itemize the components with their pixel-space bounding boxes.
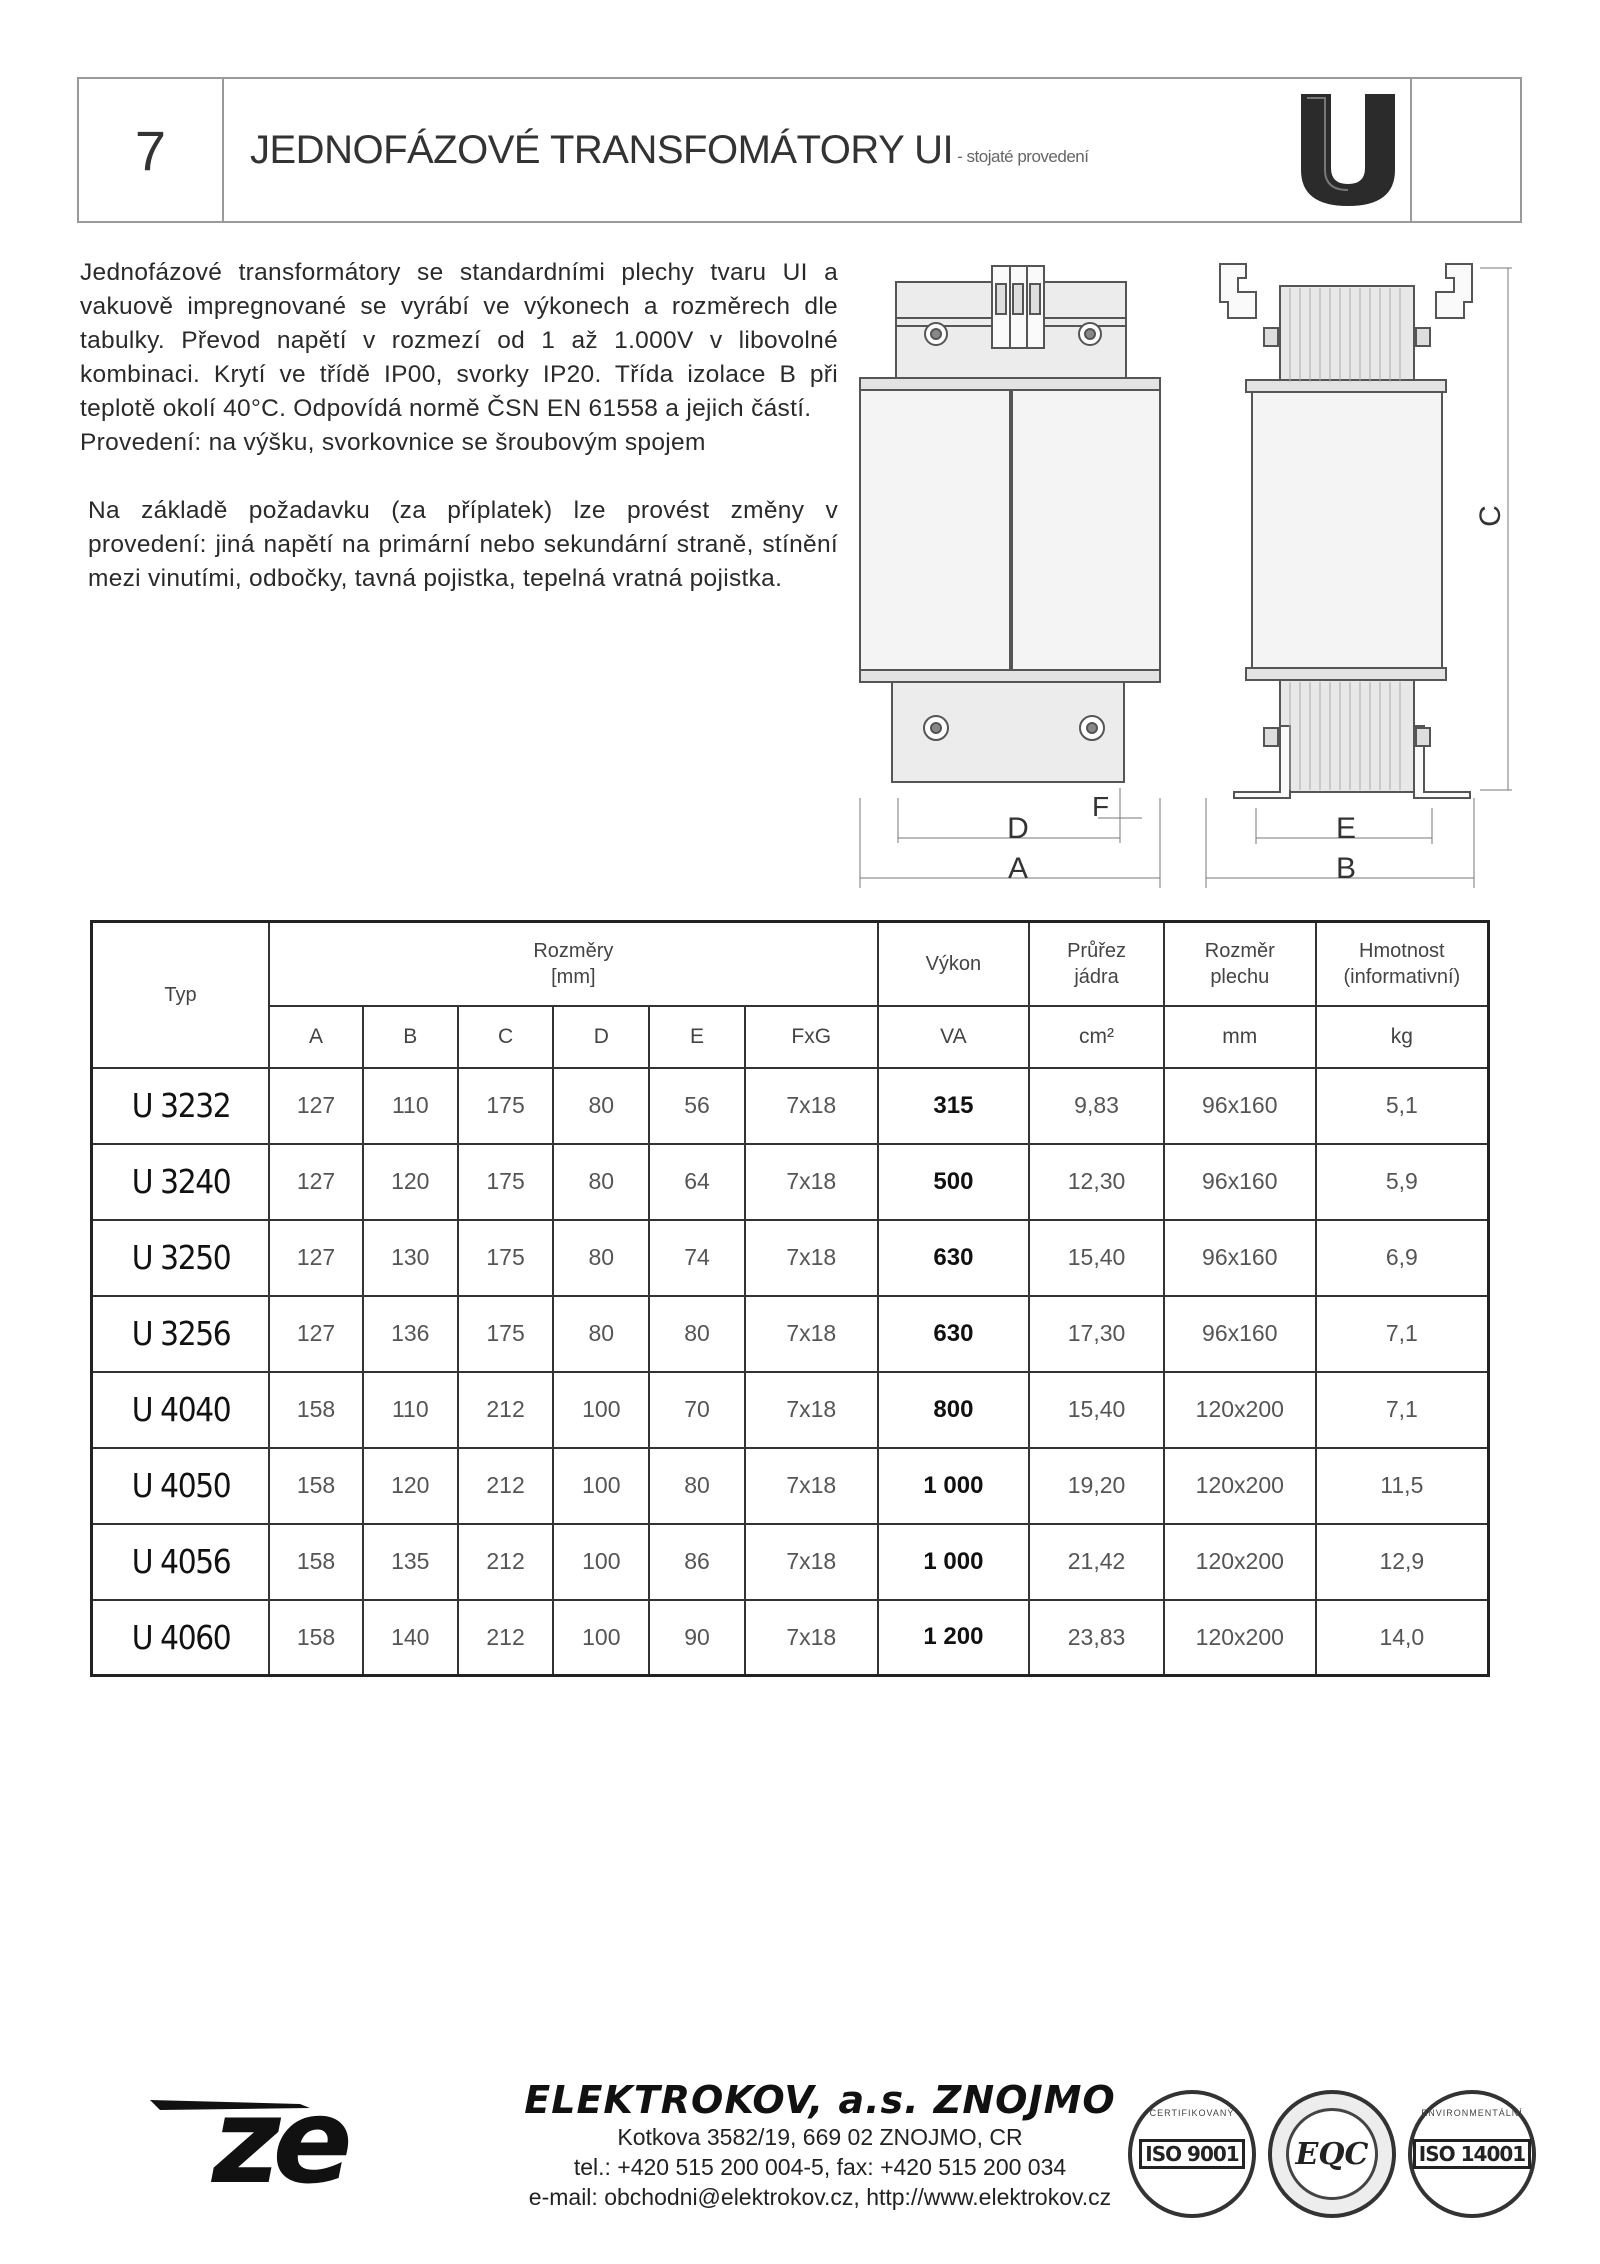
cell-prurez: 15,40 xyxy=(1029,1372,1164,1448)
cell-a: 127 xyxy=(269,1296,363,1372)
cell-fxg: 7x18 xyxy=(745,1524,878,1600)
company-name: ELEKTROKOV, a.s. ZNOJMO xyxy=(524,2078,1116,2122)
cell-kg: 5,1 xyxy=(1316,1068,1489,1144)
cell-b: 110 xyxy=(363,1068,458,1144)
badge3-ring-text: ENVIRONMENTÁLNÍ xyxy=(1421,2108,1523,2118)
cell-fxg: 7x18 xyxy=(745,1220,878,1296)
cell-va: 630 xyxy=(878,1296,1030,1372)
cell-d: 100 xyxy=(553,1524,649,1600)
cell-type: U 4056 xyxy=(100,1524,260,1600)
unit-c: C xyxy=(458,1006,554,1068)
spec-table xyxy=(90,920,1490,1677)
cell-va: 630 xyxy=(878,1220,1030,1296)
unit-mm: mm xyxy=(1164,1006,1316,1068)
cell-a: 158 xyxy=(269,1524,363,1600)
cell-c: 212 xyxy=(458,1448,554,1524)
table-unit-row xyxy=(92,1006,1489,1068)
table-row xyxy=(92,1600,1489,1676)
dim-label-d: D xyxy=(1007,812,1029,845)
cell-fxg: 7x18 xyxy=(745,1372,878,1448)
col-header-typ: Typ xyxy=(92,922,270,1068)
cell-fxg: 7x18 xyxy=(745,1144,878,1220)
cell-e: 90 xyxy=(649,1600,745,1676)
cell-fxg: 7x18 xyxy=(745,1068,878,1144)
cell-c: 175 xyxy=(458,1296,554,1372)
cell-va: 1 000 xyxy=(878,1524,1030,1600)
unit-b: B xyxy=(363,1006,458,1068)
table-row xyxy=(92,1372,1489,1448)
section-number: 7 xyxy=(79,79,224,221)
dim-label-e: E xyxy=(1335,812,1357,845)
cell-plech: 120x200 xyxy=(1164,1448,1316,1524)
cell-prurez: 17,30 xyxy=(1029,1296,1164,1372)
cell-prurez: 21,42 xyxy=(1029,1524,1164,1600)
cell-a: 127 xyxy=(269,1144,363,1220)
cell-e: 70 xyxy=(649,1372,745,1448)
cell-type: U 3240 xyxy=(100,1144,260,1220)
cell-d: 100 xyxy=(553,1600,649,1676)
hmotnost-label-2: (informativní) xyxy=(1343,965,1461,988)
unit-fxg: FxG xyxy=(745,1006,878,1068)
cell-b: 135 xyxy=(363,1524,458,1600)
cell-plech: 96x160 xyxy=(1164,1068,1316,1144)
cell-c: 175 xyxy=(458,1220,554,1296)
table-row xyxy=(92,1524,1489,1600)
col-header-rozmery xyxy=(269,922,877,1006)
prurez-label-2: jádra xyxy=(1074,965,1119,988)
badge1-ring-text: CERTIFIKOVANÝ xyxy=(1149,2108,1235,2118)
cell-d: 80 xyxy=(553,1144,649,1220)
cell-e: 64 xyxy=(649,1144,745,1220)
table-row xyxy=(92,1296,1489,1372)
dim-label-b: B xyxy=(1335,852,1357,885)
cell-a: 158 xyxy=(269,1372,363,1448)
certification-badges xyxy=(1128,2090,1536,2218)
cell-type: U 3250 xyxy=(100,1220,260,1296)
cell-e: 80 xyxy=(649,1296,745,1372)
cell-c: 175 xyxy=(458,1068,554,1144)
cell-e: 74 xyxy=(649,1220,745,1296)
cell-plech: 120x200 xyxy=(1164,1372,1316,1448)
cell-c: 212 xyxy=(458,1372,554,1448)
col-header-hmotnost xyxy=(1316,922,1489,1006)
header-end-cell xyxy=(1410,79,1520,221)
cell-plech: 96x160 xyxy=(1164,1144,1316,1220)
cell-kg: 7,1 xyxy=(1316,1372,1489,1448)
iso-9001-label: ISO 9001 xyxy=(1139,2139,1244,2169)
cell-prurez: 12,30 xyxy=(1029,1144,1164,1220)
rozmer-label-2: plechu xyxy=(1210,965,1270,988)
company-phone: tel.: +420 515 200 004-5, fax: +420 515 200 034 xyxy=(573,2154,1067,2180)
u-shape-icon xyxy=(1293,90,1403,210)
cell-b: 110 xyxy=(363,1372,458,1448)
cell-va: 315 xyxy=(878,1068,1030,1144)
cell-plech: 120x200 xyxy=(1164,1600,1316,1676)
hmotnost-label: Hmotnost xyxy=(1359,939,1445,962)
table-row xyxy=(92,1068,1489,1144)
cell-d: 80 xyxy=(553,1220,649,1296)
company-info xyxy=(490,2078,1150,2212)
unit-va: VA xyxy=(878,1006,1030,1068)
unit-d: D xyxy=(553,1006,649,1068)
eqc-badge xyxy=(1268,2090,1396,2218)
cell-c: 175 xyxy=(458,1144,554,1220)
col-header-vykon: Výkon xyxy=(878,922,1030,1006)
intro-paragraph-3: Na základě požadavku (za příplatek) lze provést změny v provedení: jiná napětí na primární nebo sekundární straně, stínění mezi vinutími, odbočky, tavná pojistka, tepelná vratná pojistka. xyxy=(88,497,838,592)
iso-14001-label: ISO 14001 xyxy=(1413,2139,1531,2169)
dim-label-c: C xyxy=(1474,505,1507,527)
iso-14001-badge xyxy=(1408,2090,1536,2218)
cell-b: 140 xyxy=(363,1600,458,1676)
page-title xyxy=(224,79,1285,221)
cell-kg: 14,0 xyxy=(1316,1600,1489,1676)
cell-type: U 4060 xyxy=(100,1600,260,1676)
col-header-rozmer-plechu xyxy=(1164,922,1316,1006)
unit-cm2: cm² xyxy=(1029,1006,1164,1068)
cell-kg: 6,9 xyxy=(1316,1220,1489,1296)
table-header-row xyxy=(92,922,1489,1006)
cell-e: 80 xyxy=(649,1448,745,1524)
company-address: Kotkova 3582/19, 669 02 ZNOJMO, CR xyxy=(617,2124,1023,2150)
cell-prurez: 19,20 xyxy=(1029,1448,1164,1524)
cell-b: 136 xyxy=(363,1296,458,1372)
cell-plech: 96x160 xyxy=(1164,1220,1316,1296)
table-row xyxy=(92,1448,1489,1524)
cell-type: U 3256 xyxy=(100,1296,260,1372)
cell-b: 120 xyxy=(363,1448,458,1524)
cell-c: 212 xyxy=(458,1600,554,1676)
cell-kg: 5,9 xyxy=(1316,1144,1489,1220)
intro-paragraph-2: Provedení: na výšku, svorkovnice se šroubovým spojem xyxy=(80,429,706,456)
cell-type: U 4040 xyxy=(100,1372,260,1448)
cell-prurez: 15,40 xyxy=(1029,1220,1164,1296)
rozmery-unit: [mm] xyxy=(551,965,596,988)
cell-d: 80 xyxy=(553,1296,649,1372)
side-view-drawing xyxy=(1200,258,1520,890)
page-header xyxy=(77,77,1522,223)
unit-kg: kg xyxy=(1316,1006,1489,1068)
unit-e: E xyxy=(649,1006,745,1068)
logo-text: ze xyxy=(212,2080,345,2190)
table-row xyxy=(92,1220,1489,1296)
cell-kg: 12,9 xyxy=(1316,1524,1489,1600)
ze-company-logo xyxy=(150,2080,390,2190)
cell-kg: 7,1 xyxy=(1316,1296,1489,1372)
cell-plech: 120x200 xyxy=(1164,1524,1316,1600)
eqc-label: EQC xyxy=(1295,2136,1369,2172)
cell-d: 80 xyxy=(553,1068,649,1144)
front-view-drawing xyxy=(840,258,1180,890)
cell-va: 800 xyxy=(878,1372,1030,1448)
cell-e: 86 xyxy=(649,1524,745,1600)
cell-d: 100 xyxy=(553,1448,649,1524)
cell-va: 1 200 xyxy=(878,1600,1030,1676)
u-core-logo xyxy=(1285,79,1410,221)
cell-type: U 4050 xyxy=(100,1448,260,1524)
cell-fxg: 7x18 xyxy=(745,1600,878,1676)
cell-a: 158 xyxy=(269,1600,363,1676)
table-row xyxy=(92,1144,1489,1220)
cell-prurez: 23,83 xyxy=(1029,1600,1164,1676)
iso-9001-badge xyxy=(1128,2090,1256,2218)
intro-text xyxy=(80,256,838,596)
dim-label-f: F xyxy=(1092,791,1110,822)
cell-fxg: 7x18 xyxy=(745,1296,878,1372)
cell-va: 500 xyxy=(878,1144,1030,1220)
cell-e: 56 xyxy=(649,1068,745,1144)
cell-fxg: 7x18 xyxy=(745,1448,878,1524)
prurez-label: Průřez xyxy=(1067,939,1126,962)
cell-a: 127 xyxy=(269,1220,363,1296)
cell-b: 130 xyxy=(363,1220,458,1296)
cell-b: 120 xyxy=(363,1144,458,1220)
cell-d: 100 xyxy=(553,1372,649,1448)
intro-paragraph-1: Jednofázové transformátory se standardními plechy tvaru UI a vakuově impregnované se vyrábí ve výkonech a rozměrech dle tabulky. Převod napětí v rozmezí od 1 až 1.000V v libovolné kombinaci. Krytí ve třídě IP00, svorky IP20. Třída izolace B při teplotě okolí 40°C. Odpovídá normě ČSN EN 61558 a jejich částí. xyxy=(80,259,838,422)
title-text: JEDNOFÁZOVÉ TRANSFOMÁTORY UI xyxy=(250,127,954,172)
col-header-prurez xyxy=(1029,922,1164,1006)
rozmer-label: Rozměr xyxy=(1204,939,1275,962)
cell-va: 1 000 xyxy=(878,1448,1030,1524)
cell-a: 127 xyxy=(269,1068,363,1144)
title-subtitle: - stojaté provedení xyxy=(957,147,1089,166)
cell-type: U 3232 xyxy=(100,1068,260,1144)
unit-a: A xyxy=(269,1006,363,1068)
dim-label-a: A xyxy=(1007,852,1029,885)
rozmery-label: Rozměry xyxy=(533,939,614,962)
cell-c: 212 xyxy=(458,1524,554,1600)
cell-a: 158 xyxy=(269,1448,363,1524)
company-email[interactable]: e-mail: obchodni@elektrokov.cz, http://www.elektrokov.cz xyxy=(528,2184,1112,2210)
cell-kg: 11,5 xyxy=(1316,1448,1489,1524)
cell-prurez: 9,83 xyxy=(1029,1068,1164,1144)
cell-plech: 96x160 xyxy=(1164,1296,1316,1372)
